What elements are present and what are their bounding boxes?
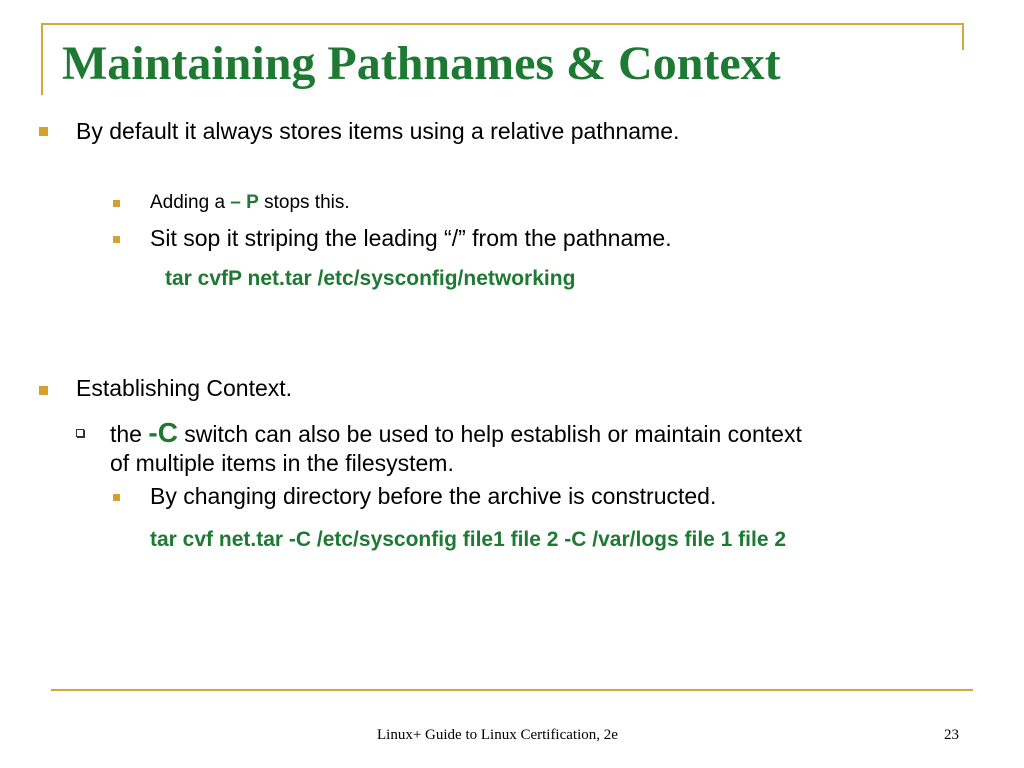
bullet-adding-p xyxy=(150,192,350,214)
footer-course-title: Linux+ Guide to Linux Certification, 2e xyxy=(377,727,618,743)
bullet-relative-pathname: By default it always stores items using a relative pathname. xyxy=(76,118,680,144)
bullet-adding-p-prefix: Adding a xyxy=(150,192,231,213)
bullet-c-switch xyxy=(110,417,802,449)
bullet-striping-slash: Sit sop it striping the leading “/” from the pathname. xyxy=(150,225,672,251)
title-frame-top-rule xyxy=(41,23,964,25)
bullet-adding-p-suffix: stops this. xyxy=(258,192,350,213)
bullet-c-switch-continued: of multiple items in the filesystem. xyxy=(110,450,454,476)
command-example-2: tar cvf net.tar -C /etc/sysconfig file1 file 2 -C /var/logs file 1 file 2 xyxy=(150,528,787,551)
hollow-square-bullet-icon xyxy=(76,429,84,437)
p-flag-text: – P xyxy=(230,192,259,213)
page-number: 23 xyxy=(944,727,959,743)
square-bullet-icon xyxy=(113,236,120,243)
square-bullet-icon xyxy=(113,494,120,501)
footer-rule xyxy=(51,689,973,691)
bullet-changing-directory: By changing directory before the archive is constructed. xyxy=(150,483,717,509)
command-example-1: tar cvfP net.tar /etc/sysconfig/networking xyxy=(165,267,576,290)
c-flag-text: -C xyxy=(148,417,178,448)
slide-title: Maintaining Pathnames & Context xyxy=(62,37,781,90)
bullet-establishing-context: Establishing Context. xyxy=(76,375,293,401)
square-bullet-icon xyxy=(39,127,48,136)
title-frame-left-rule xyxy=(41,23,43,95)
bullet-c-switch-suffix: switch can also be used to help establish or maintain context xyxy=(177,421,802,447)
title-frame-right-rule xyxy=(962,23,964,50)
square-bullet-icon xyxy=(39,386,48,395)
bullet-c-switch-prefix: the xyxy=(110,421,149,447)
square-bullet-icon xyxy=(113,200,120,207)
